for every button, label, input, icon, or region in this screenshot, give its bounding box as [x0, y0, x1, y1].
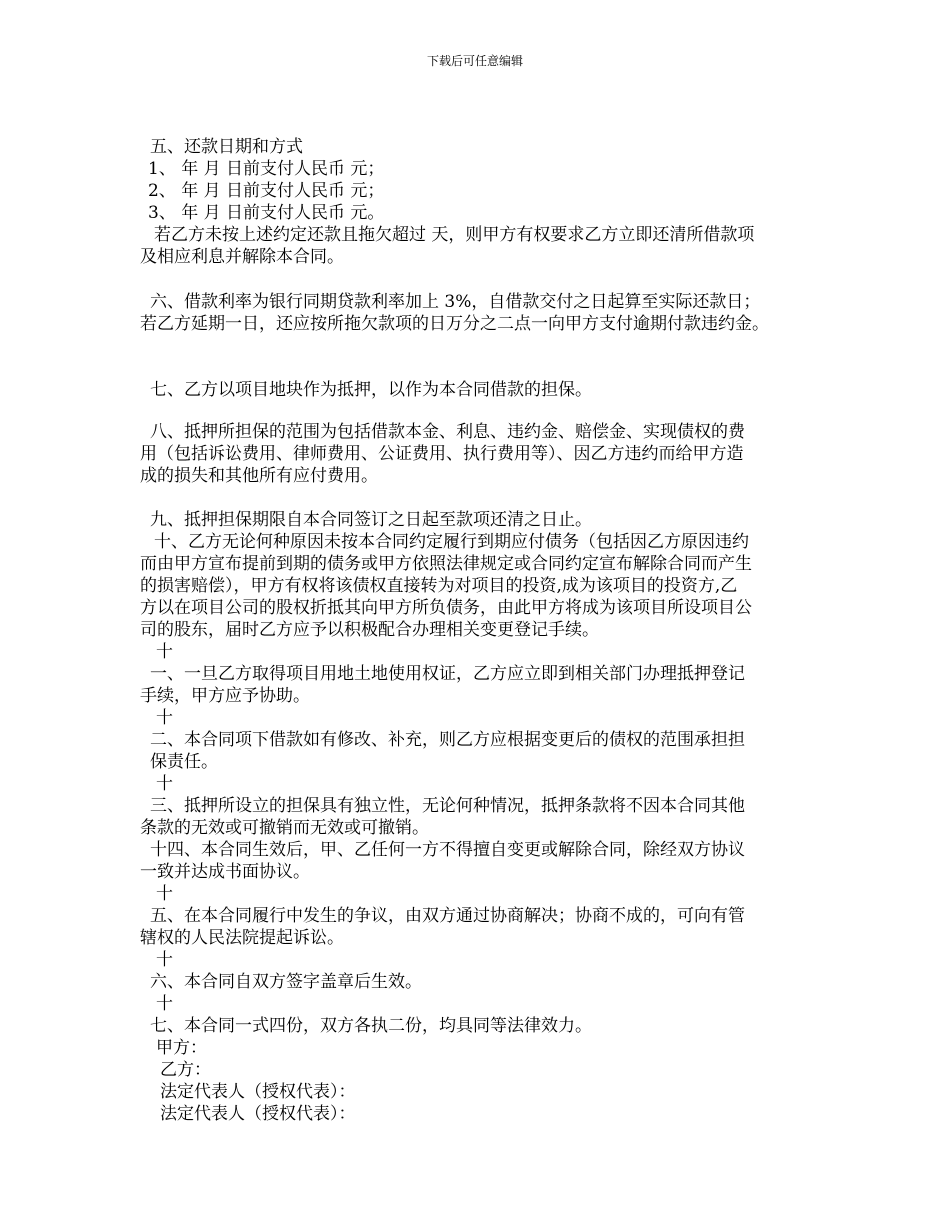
section-13-numeral: 十	[156, 774, 173, 794]
section-10-line-4: 方以在项目公司的股权折抵其向甲方所负债务，由此甲方将成为该项目所设项目公	[140, 598, 752, 618]
section-13-line-2: 条款的无效或可撤销而无效或可撤销。	[140, 818, 429, 838]
section-5-title: 五、还款日期和方式	[150, 137, 303, 157]
section-12-line-2: 保责任。	[150, 752, 218, 772]
repayment-item-1: 1、 年 月 日前支付人民币 元；	[148, 159, 385, 179]
section-16-numeral: 十	[156, 950, 173, 970]
party-b-label: 乙方：	[160, 1060, 211, 1080]
section-11-line-2: 手续，甲方应予协助。	[140, 686, 310, 706]
section-8-line-2: 用（包括诉讼费用、律师费用、公证费用、执行费用等）、因乙方违约而给甲方造	[140, 444, 744, 464]
section-17-line-1: 七、本合同一式四份，双方各执二份，均具同等法律效力。	[150, 1016, 592, 1036]
repayment-item-2: 2、 年 月 日前支付人民币 元；	[148, 181, 385, 201]
section-6-line-2: 若乙方延期一日，还应按所拖欠款项的日万分之二点一向甲方支付逾期付款违约金。	[140, 314, 769, 334]
section-14-line-1: 十四、本合同生效后，甲、乙任何一方不得擅自变更或解除合同，除经双方协议	[150, 840, 745, 860]
section-10-line-5: 司的股东，届时乙方应予以积极配合办理相关变更登记手续。	[140, 620, 599, 640]
section-8-line-3: 成的损失和其他所有应付费用。	[140, 466, 378, 486]
section-15-numeral: 十	[156, 884, 173, 904]
default-clause-line-2: 及相应利息并解除本合同。	[140, 247, 344, 267]
section-12-numeral: 十	[156, 708, 173, 728]
party-a-label: 甲方：	[156, 1038, 207, 1058]
section-7: 七、乙方以项目地块作为抵押，以作为本合同借款的担保。	[150, 380, 592, 400]
page-header: 下载后可任意编辑	[426, 54, 523, 68]
section-10-line-2: 而由甲方宣布提前到期的债务或甲方依照法律规定或合同约定宣布解除合同而产生	[140, 554, 752, 574]
section-14-line-2: 一致并达成书面协议。	[140, 862, 310, 882]
legal-rep-label-b: 法定代表人（授权代表）：	[160, 1104, 356, 1124]
section-11-line-1: 一、一旦乙方取得项目用地土地使用权证，乙方应立即到相关部门办理抵押登记	[150, 664, 745, 684]
legal-rep-label-a: 法定代表人（授权代表）：	[160, 1082, 356, 1102]
section-13-line-1: 三、抵押所设立的担保具有独立性，无论何种情况，抵押条款将不因本合同其他	[150, 796, 745, 816]
repayment-item-3: 3、 年 月 日前支付人民币 元。	[148, 203, 385, 223]
section-6-line-1: 六、借款利率为银行同期贷款利率加上 3%，自借款交付之日起算至实际还款日；	[150, 292, 761, 312]
section-15-line-1: 五、在本合同履行中发生的争议，由双方通过协商解决；协商不成的，可向有管	[150, 906, 745, 926]
section-12-line-1: 二、本合同项下借款如有修改、补充，则乙方应根据变更后的债权的范围承担担	[150, 730, 745, 750]
section-8-line-1: 八、抵押所担保的范围为包括借款本金、利息、违约金、赔偿金、实现债权的费	[150, 422, 745, 442]
section-11-numeral: 十	[156, 642, 173, 662]
section-16-line-1: 六、本合同自双方签字盖章后生效。	[150, 972, 422, 992]
section-10-line-3: 的损害赔偿），甲方有权将该债权直接转为对项目的投资,成为该项目的投资方,乙	[140, 576, 738, 596]
section-10-line-1: 十、乙方无论何种原因未按本合同约定履行到期应付债务（包括因乙方原因违约	[154, 532, 749, 552]
section-17-numeral: 十	[156, 994, 173, 1014]
default-clause-line-1: 若乙方未按上述约定还款且拖欠超过 天，则甲方有权要求乙方立即还清所借款项	[154, 225, 755, 245]
section-9: 九、抵押担保期限自本合同签订之日起至款项还清之日止。	[150, 510, 592, 530]
section-15-line-2: 辖权的人民法院提起诉讼。	[140, 928, 344, 948]
